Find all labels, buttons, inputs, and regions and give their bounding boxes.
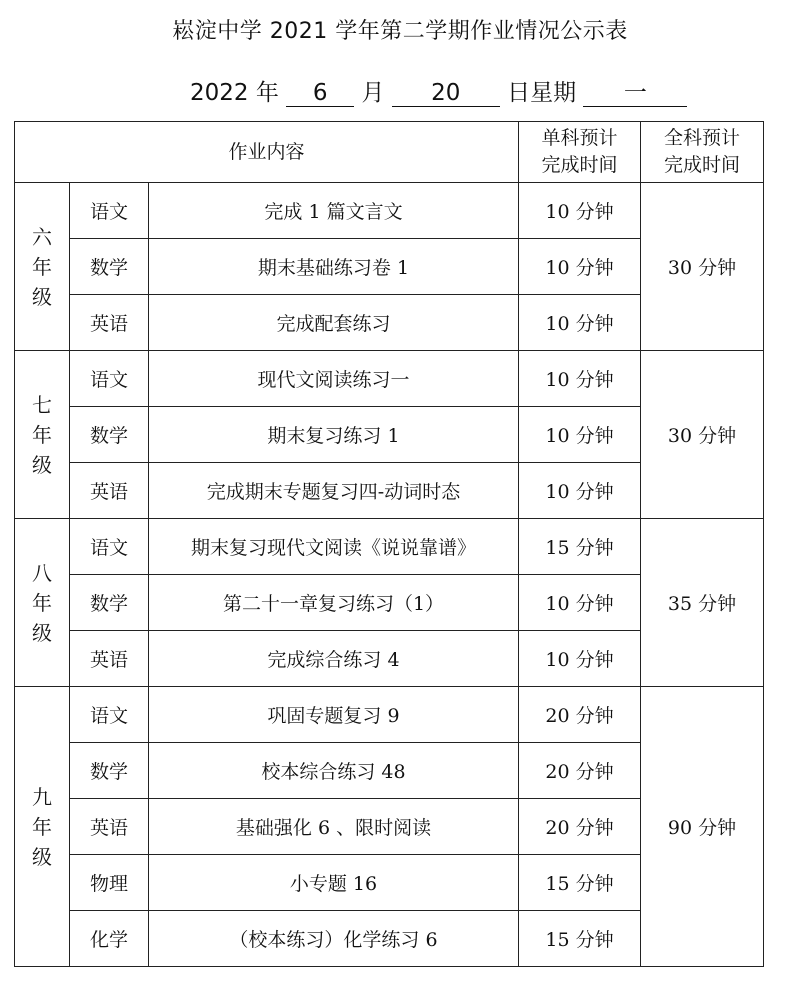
single-time-cell: 15 分钟	[519, 519, 641, 575]
total-time-cell: 30 分钟	[641, 183, 764, 351]
subject-cell: 物理	[70, 855, 149, 911]
subject-cell: 数学	[70, 407, 149, 463]
date-weekday: 一	[583, 78, 687, 107]
single-time-cell: 10 分钟	[519, 295, 641, 351]
date-month: 6	[286, 78, 354, 107]
subject-cell: 语文	[70, 687, 149, 743]
single-time-cell: 10 分钟	[519, 183, 641, 239]
single-time-cell: 10 分钟	[519, 631, 641, 687]
subject-cell: 英语	[70, 295, 149, 351]
homework-content-cell: 第二十一章复习练习（1）	[149, 575, 519, 631]
grade-label: 九年级	[32, 784, 52, 869]
subject-cell: 英语	[70, 799, 149, 855]
single-time-cell: 10 分钟	[519, 575, 641, 631]
subject-cell: 英语	[70, 631, 149, 687]
single-time-cell: 10 分钟	[519, 463, 641, 519]
header-total-time: 全科预计 完成时间	[641, 122, 764, 183]
single-time-cell: 15 分钟	[519, 855, 641, 911]
total-time-cell: 30 分钟	[641, 351, 764, 519]
table-row	[15, 183, 764, 239]
total-time-cell: 90 分钟	[641, 687, 764, 967]
table-row	[15, 351, 764, 407]
date-month-label: 月	[361, 80, 385, 106]
grade-cell	[15, 519, 70, 687]
grade-label: 七年级	[32, 392, 52, 477]
date-line	[190, 74, 687, 107]
grade-cell	[15, 351, 70, 519]
subject-cell: 数学	[70, 239, 149, 295]
homework-content-cell: 小专题 16	[149, 855, 519, 911]
homework-content-cell: 基础强化 6 、限时阅读	[149, 799, 519, 855]
subject-cell: 化学	[70, 911, 149, 967]
single-time-cell: 15 分钟	[519, 911, 641, 967]
single-time-cell: 20 分钟	[519, 687, 641, 743]
homework-content-cell: 完成配套练习	[149, 295, 519, 351]
date-day-label: 日星期	[507, 80, 577, 106]
homework-content-cell: （校本练习）化学练习 6	[149, 911, 519, 967]
homework-table	[14, 121, 764, 967]
single-time-cell: 10 分钟	[519, 407, 641, 463]
subject-cell: 数学	[70, 743, 149, 799]
grade-label: 六年级	[32, 224, 52, 309]
header-single-time: 单科预计 完成时间	[519, 122, 641, 183]
homework-content-cell: 完成 1 篇文言文	[149, 183, 519, 239]
date-year-label: 年	[255, 80, 279, 106]
grade-cell	[15, 183, 70, 351]
single-time-cell: 10 分钟	[519, 351, 641, 407]
subject-cell: 语文	[70, 519, 149, 575]
total-time-cell: 35 分钟	[641, 519, 764, 687]
date-day: 20	[392, 78, 500, 107]
single-time-cell: 20 分钟	[519, 799, 641, 855]
single-time-cell: 20 分钟	[519, 743, 641, 799]
homework-content-cell: 期末基础练习卷 1	[149, 239, 519, 295]
grade-label: 八年级	[32, 560, 52, 645]
single-time-cell: 10 分钟	[519, 239, 641, 295]
subject-cell: 英语	[70, 463, 149, 519]
homework-content-cell: 现代文阅读练习一	[149, 351, 519, 407]
table-row	[15, 687, 764, 743]
homework-content-cell: 期末复习练习 1	[149, 407, 519, 463]
grade-cell	[15, 687, 70, 967]
header-row	[15, 122, 764, 183]
homework-content-cell: 巩固专题复习 9	[149, 687, 519, 743]
subject-cell: 数学	[70, 575, 149, 631]
subject-cell: 语文	[70, 351, 149, 407]
page-title: 崧淀中学 2021 学年第二学期作业情况公示表	[172, 19, 628, 44]
homework-content-cell: 完成综合练习 4	[149, 631, 519, 687]
date-year: 2022	[190, 80, 249, 106]
homework-content-cell: 完成期末专题复习四-动词时态	[149, 463, 519, 519]
header-content: 作业内容	[15, 122, 519, 183]
homework-content-cell: 校本综合练习 48	[149, 743, 519, 799]
homework-content-cell: 期末复习现代文阅读《说说靠谱》	[149, 519, 519, 575]
subject-cell: 语文	[70, 183, 149, 239]
table-row	[15, 519, 764, 575]
